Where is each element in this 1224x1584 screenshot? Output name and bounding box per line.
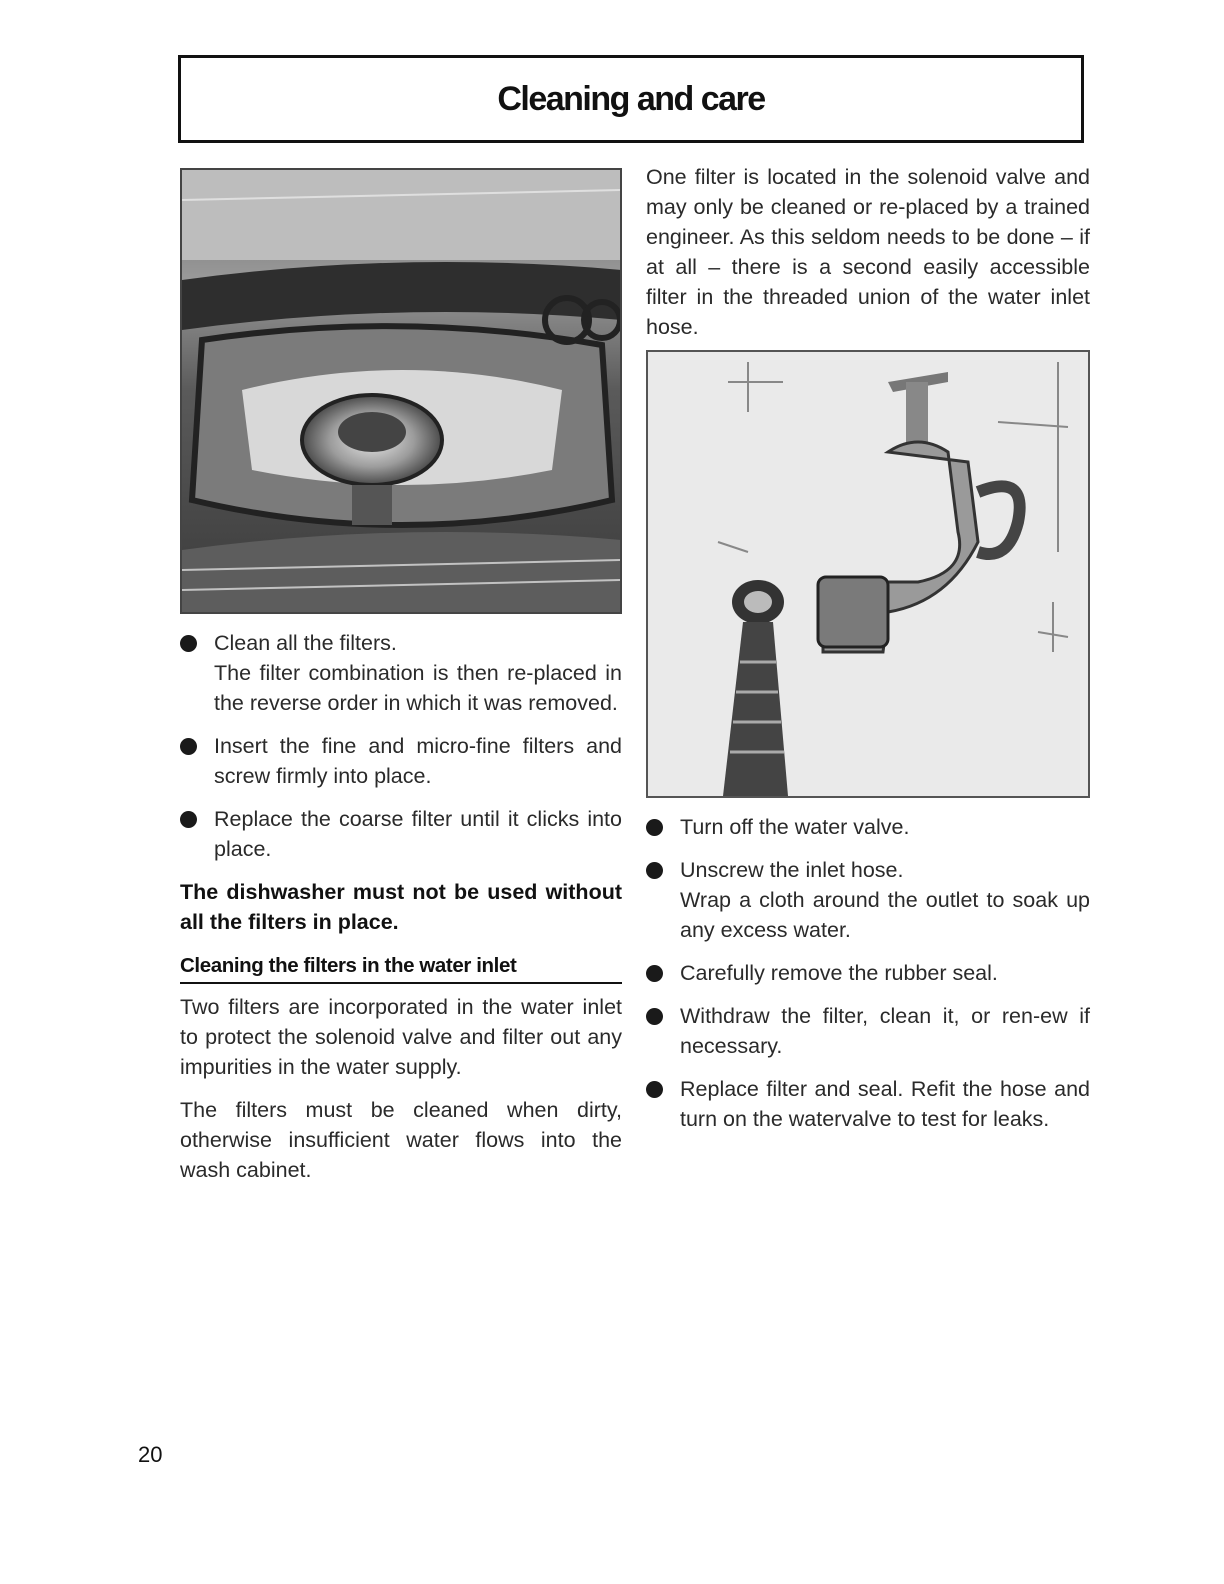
bullet-icon xyxy=(646,1008,663,1025)
inlet-steps-list xyxy=(646,812,1090,1134)
bullet-text: Clean all the filters. xyxy=(214,631,397,655)
page-number: 20 xyxy=(138,1442,163,1467)
bullet-icon xyxy=(646,1081,663,1098)
water-tap-illustration xyxy=(646,350,1090,798)
title-box xyxy=(178,55,1084,143)
bullet-icon xyxy=(180,811,197,828)
bullet-text: Carefully remove the rubber seal. xyxy=(680,961,998,985)
bullet-icon xyxy=(180,738,197,755)
bullet-text: Wrap a cloth around the outlet to soak up any excess water. xyxy=(680,888,1090,942)
list-item xyxy=(646,1001,1090,1061)
list-item xyxy=(646,1074,1090,1134)
list-item xyxy=(180,804,622,864)
right-column xyxy=(646,162,1090,1147)
bullet-text: Insert the fine and micro-fine filters and screw firmly into place. xyxy=(214,734,622,788)
bullet-text: Withdraw the filter, clean it, or ren-ew if necessary. xyxy=(680,1004,1090,1058)
left-column xyxy=(180,168,622,1198)
bullet-icon xyxy=(646,862,663,879)
filter-steps-list xyxy=(180,628,622,864)
bullet-text: Turn off the water valve. xyxy=(680,815,910,839)
bullet-text: The filter combination is then re-placed in the reverse order in which it was removed. xyxy=(214,661,622,715)
paragraph: The filters must be cleaned when dirty, otherwise insufficient water flows into the wash cabinet. xyxy=(180,1098,622,1182)
section-subheading: Cleaning the filters in the water inlet xyxy=(180,951,622,984)
list-item xyxy=(646,855,1090,945)
list-item xyxy=(646,958,1090,988)
bullet-text: Replace the coarse filter until it clicks into place. xyxy=(214,807,622,861)
bullet-text: Unscrew the inlet hose. xyxy=(680,858,904,882)
bullet-icon xyxy=(646,819,663,836)
dishwasher-filter-photo xyxy=(180,168,622,614)
intro-paragraph: One filter is located in the solenoid valve and may only be cleaned or re-placed by a trained engineer. As this seldom needs to be done – if at all – there is a second easily accessible filter in the threaded union of the water inlet hose. xyxy=(646,165,1090,339)
warning-text: The dishwasher must not be used without all the filters in place. xyxy=(180,880,622,934)
bullet-text: Replace filter and seal. Refit the hose and turn on the watervalve to test for leaks. xyxy=(680,1077,1090,1131)
bullet-icon xyxy=(180,635,197,652)
list-item xyxy=(180,731,622,791)
bullet-icon xyxy=(646,965,663,982)
page-title: Cleaning and care xyxy=(497,79,765,118)
list-item xyxy=(180,628,622,718)
paragraph: Two filters are incorporated in the water inlet to protect the solenoid valve and filter out any impurities in the water supply. xyxy=(180,995,622,1079)
list-item xyxy=(646,812,1090,842)
